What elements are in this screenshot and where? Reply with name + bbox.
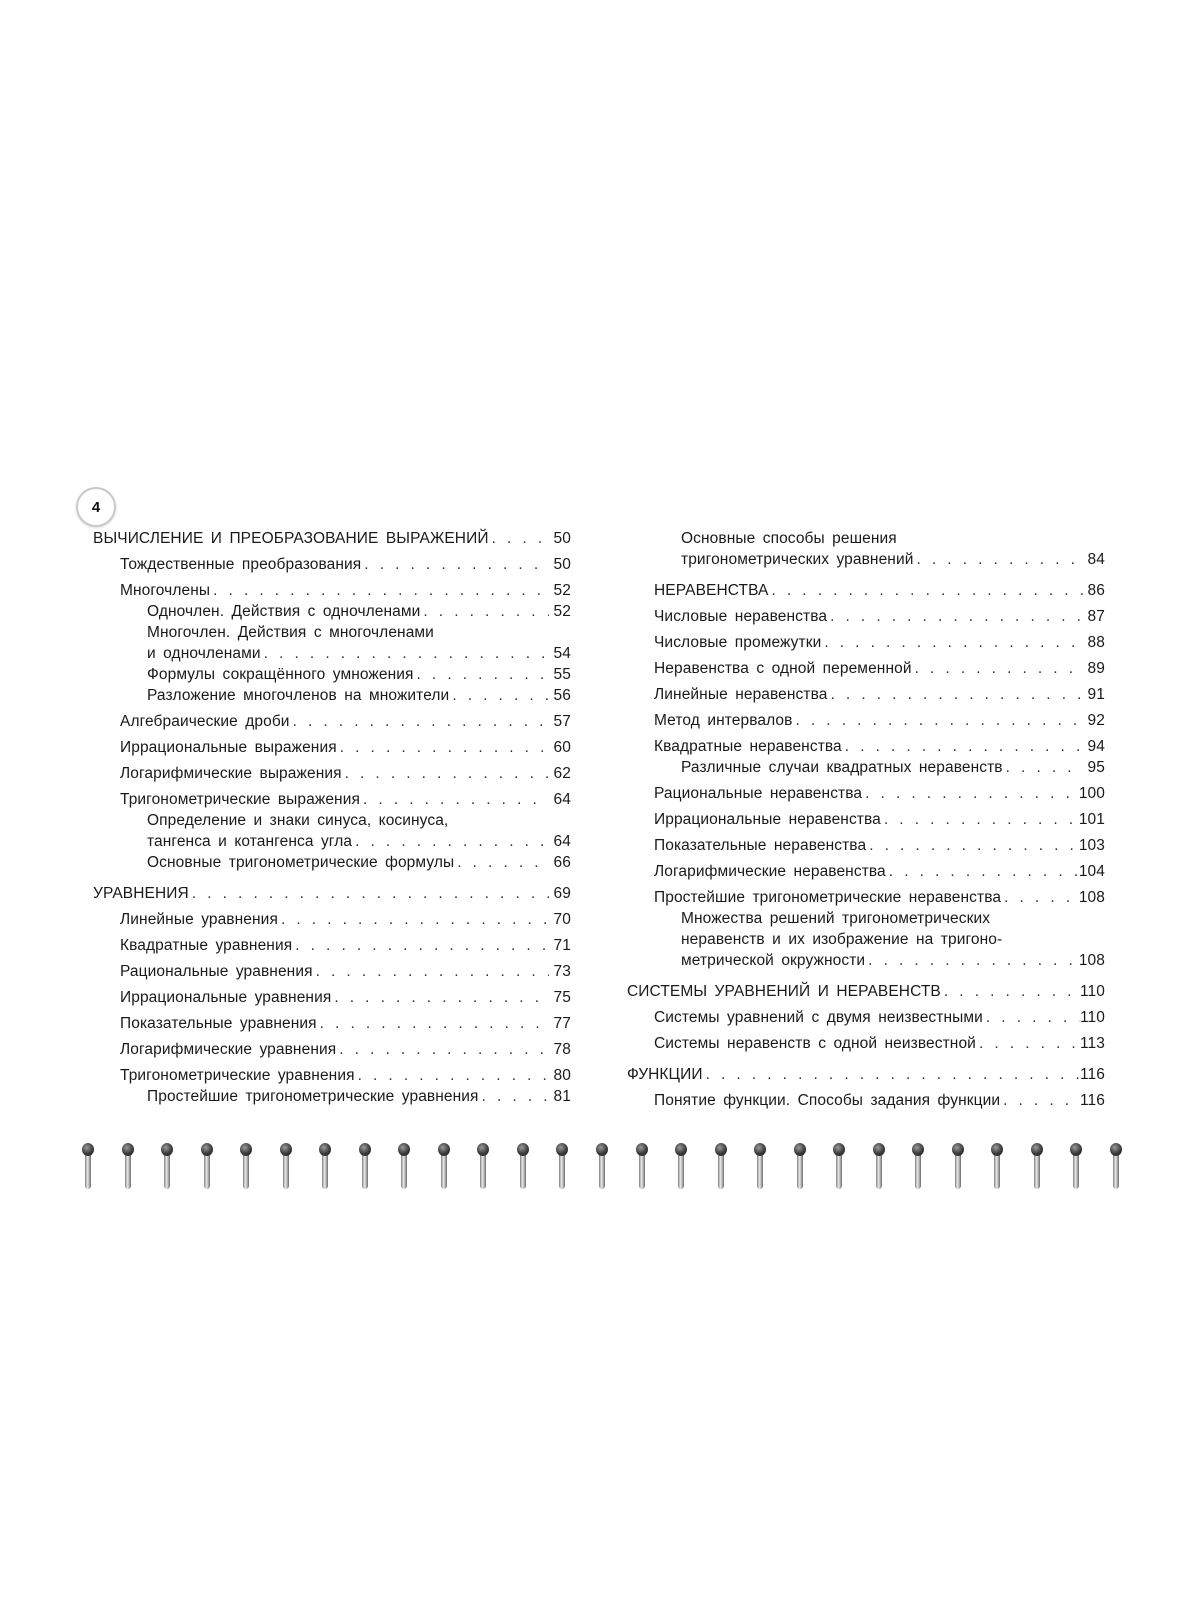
toc-entry[interactable] — [627, 1064, 1105, 1085]
toc-entry[interactable] — [93, 831, 571, 852]
dot-leader — [278, 909, 549, 930]
toc-entry[interactable] — [93, 789, 571, 810]
toc-entry-title: Иррациональные выражения — [120, 739, 337, 756]
toc-entry-title: тангенса и котангенса угла — [147, 833, 353, 850]
toc-entry-title: Формулы сокращённого умножения — [147, 666, 414, 683]
spiral-coil — [398, 1143, 410, 1189]
toc-entry[interactable] — [93, 909, 571, 930]
spiral-coil — [991, 1143, 1003, 1189]
dot-leader — [313, 961, 549, 982]
dot-leader — [913, 549, 1083, 570]
spiral-binding — [82, 1143, 1122, 1189]
spiral-coil — [715, 1143, 727, 1189]
toc-entry-title: УРАВНЕНИЯ — [93, 885, 189, 902]
toc-entry-title: тригонометрических уравнений — [681, 551, 914, 568]
toc-entry[interactable] — [93, 852, 571, 873]
toc-entry-title: Показательные уравнения — [120, 1015, 317, 1032]
dot-leader — [941, 981, 1080, 1002]
toc-entry-title: Системы неравенств с одной неизвестной — [654, 1035, 976, 1052]
toc-entry-title: Многочлены — [120, 582, 211, 599]
toc-entry-page: 103 — [1078, 837, 1105, 854]
spiral-coil — [1031, 1143, 1043, 1189]
spiral-coil — [82, 1143, 94, 1189]
toc-entry[interactable] — [93, 1039, 571, 1060]
dot-leader — [865, 950, 1079, 971]
toc-entry-title: Логарифмические уравнения — [120, 1041, 337, 1058]
toc-entry-page: 75 — [553, 989, 571, 1006]
toc-entry-title: Алгебраические дроби — [120, 713, 290, 730]
toc-entry-page: 50 — [553, 556, 571, 573]
dot-leader — [703, 1064, 1080, 1085]
toc-entry[interactable] — [93, 935, 571, 956]
spiral-coil — [794, 1143, 806, 1189]
toc-entry-page: 54 — [553, 645, 571, 662]
toc-entry-page: 70 — [553, 911, 571, 928]
dot-leader — [489, 528, 549, 549]
toc-entry-page: 101 — [1078, 811, 1105, 828]
toc-entry-page: 66 — [553, 854, 571, 871]
spiral-coil — [161, 1143, 173, 1189]
dot-leader — [189, 883, 549, 904]
toc-entry-title: Множества решений тригонометрических — [681, 910, 991, 927]
toc-entry[interactable] — [93, 810, 571, 831]
toc-entry-title: Метод интервалов — [654, 712, 793, 729]
toc-entry-page: 94 — [1087, 738, 1105, 755]
spiral-coil — [754, 1143, 766, 1189]
toc-entry[interactable] — [627, 950, 1105, 971]
toc-entry[interactable] — [93, 1013, 571, 1034]
toc-entry[interactable] — [93, 1086, 571, 1107]
toc-entry-title: Квадратные уравнения — [120, 937, 293, 954]
toc-entry[interactable] — [93, 601, 571, 622]
toc-entry-title: Основные тригонометрические формулы — [147, 854, 455, 871]
spiral-coil — [477, 1143, 489, 1189]
toc-entry[interactable] — [627, 809, 1105, 830]
toc-entry-title: Иррациональные неравенства — [654, 811, 881, 828]
toc-entry-page: 64 — [553, 791, 571, 808]
toc-entry-page: 92 — [1087, 712, 1105, 729]
dot-leader — [842, 736, 1083, 757]
toc-entry[interactable] — [93, 528, 571, 549]
spiral-coil — [319, 1143, 331, 1189]
toc-entry-title: СИСТЕМЫ УРАВНЕНИЙ И НЕРАВЕНСТВ — [627, 983, 941, 1000]
dot-leader — [1003, 757, 1083, 778]
dot-leader — [331, 987, 549, 1008]
toc-entry-title: Линейные уравнения — [120, 911, 278, 928]
toc-entry[interactable] — [627, 632, 1105, 653]
dot-leader — [337, 737, 549, 758]
toc-entry-page: 78 — [553, 1041, 571, 1058]
toc-entry[interactable] — [627, 528, 1105, 549]
toc-entry-title: Одночлен. Действия с одночленами — [147, 603, 421, 620]
toc-entry-page: 95 — [1087, 759, 1105, 776]
toc-entry-page: 60 — [553, 739, 571, 756]
dot-leader — [1001, 887, 1079, 908]
toc-entry[interactable] — [627, 981, 1105, 1002]
toc-entry-title: и одночленами — [147, 645, 261, 662]
toc-entry-page: 52 — [553, 603, 571, 620]
spiral-coil — [280, 1143, 292, 1189]
toc-entry-title: Логарифмические выражения — [120, 765, 342, 782]
toc-entry[interactable] — [93, 554, 571, 575]
toc-entry-title: Рациональные уравнения — [120, 963, 313, 980]
dot-leader — [792, 710, 1083, 731]
toc-entry-title: Понятие функции. Способы задания функции — [654, 1092, 1001, 1109]
page-number-badge — [76, 487, 116, 527]
toc-entry-page: 64 — [553, 833, 571, 850]
dot-leader — [210, 580, 549, 601]
toc-entry-title: неравенств и их изображение на тригоно- — [681, 931, 1003, 948]
dot-leader — [352, 831, 549, 852]
spiral-coil — [556, 1143, 568, 1189]
toc-entry[interactable] — [627, 1090, 1105, 1111]
spiral-coil — [675, 1143, 687, 1189]
toc-entry-page: 110 — [1079, 983, 1105, 1000]
toc-entry-page: 87 — [1087, 608, 1105, 625]
dot-leader — [336, 1039, 549, 1060]
toc-entry-title: Различные случаи квадратных неравенств — [681, 759, 1003, 776]
toc-entry-title: Логарифмические неравенства — [654, 863, 886, 880]
toc-entry-title: НЕРАВЕНСТВА — [654, 582, 769, 599]
toc-entry-title: Иррациональные уравнения — [120, 989, 332, 1006]
spiral-coil — [952, 1143, 964, 1189]
spiral-coil — [1110, 1143, 1122, 1189]
spiral-coil — [1070, 1143, 1082, 1189]
dot-leader — [1000, 1090, 1080, 1111]
toc-entry[interactable] — [627, 580, 1105, 601]
toc-entry-page: 80 — [553, 1067, 571, 1084]
spiral-coil — [596, 1143, 608, 1189]
toc-entry[interactable] — [93, 664, 571, 685]
dot-leader — [912, 658, 1083, 679]
page-number: 4 — [91, 498, 101, 516]
toc-entry[interactable] — [627, 887, 1105, 908]
toc-entry-page: 116 — [1079, 1092, 1105, 1109]
toc-entry-page: 69 — [553, 885, 571, 902]
toc-entry[interactable] — [627, 549, 1105, 570]
dot-leader — [449, 685, 549, 706]
toc-entry[interactable] — [627, 658, 1105, 679]
toc-entry-page: 91 — [1087, 686, 1105, 703]
toc-entry-title: Тригонометрические выражения — [120, 791, 360, 808]
toc-entry-page: 56 — [553, 687, 571, 704]
toc-entry-page: 100 — [1078, 785, 1105, 802]
toc-entry[interactable] — [627, 710, 1105, 731]
dot-leader — [290, 711, 549, 732]
toc-entry-title: Системы уравнений с двумя неизвестными — [654, 1009, 983, 1026]
toc-entry-title: Рациональные неравенства — [654, 785, 863, 802]
toc-entry-page: 77 — [553, 1015, 571, 1032]
dot-leader — [768, 580, 1083, 601]
dot-leader — [866, 835, 1079, 856]
dot-leader — [342, 763, 549, 784]
dot-leader — [828, 684, 1084, 705]
dot-leader — [292, 935, 549, 956]
toc-entry-page: 86 — [1087, 582, 1105, 599]
spiral-coil — [122, 1143, 134, 1189]
toc-entry-title: Показательные неравенства — [654, 837, 867, 854]
toc-entry-title: Определение и знаки синуса, косинуса, — [147, 812, 449, 829]
spiral-coil — [240, 1143, 252, 1189]
toc-entry-page: 84 — [1087, 551, 1105, 568]
toc-entry-title: Квадратные неравенства — [654, 738, 842, 755]
toc-entry-title: Многочлен. Действия с многочленами — [147, 624, 434, 641]
dot-leader — [821, 632, 1083, 653]
spiral-coil — [359, 1143, 371, 1189]
toc-entry-title: Основные способы решения — [681, 530, 897, 547]
toc-entry[interactable] — [627, 684, 1105, 705]
toc-entry-page: 104 — [1078, 863, 1105, 880]
spiral-coil — [438, 1143, 450, 1189]
dot-leader — [261, 643, 549, 664]
toc-entry-title: Числовые промежутки — [654, 634, 822, 651]
toc-entry-title: Линейные неравенства — [654, 686, 828, 703]
toc-entry-page: 89 — [1087, 660, 1105, 677]
toc-entry-page: 108 — [1078, 889, 1105, 906]
dot-leader — [862, 783, 1079, 804]
toc-entry-title: Неравенства с одной переменной — [654, 660, 912, 677]
toc-entry[interactable] — [93, 622, 571, 643]
toc-entry[interactable] — [627, 1007, 1105, 1028]
toc-entry-title: Разложение многочленов на множители — [147, 687, 450, 704]
toc-entry-page: 57 — [553, 713, 571, 730]
toc-entry[interactable] — [93, 1065, 571, 1086]
toc-entry[interactable] — [627, 783, 1105, 804]
toc-entry[interactable] — [93, 987, 571, 1008]
dot-leader — [479, 1086, 549, 1107]
dot-leader — [360, 789, 549, 810]
dot-leader — [881, 809, 1079, 830]
dot-leader — [886, 861, 1079, 882]
toc-entry[interactable] — [627, 1033, 1105, 1054]
dot-leader — [414, 664, 549, 685]
spiral-coil — [636, 1143, 648, 1189]
toc-entry[interactable] — [93, 883, 571, 904]
toc-entry-page: 116 — [1079, 1066, 1105, 1083]
toc-entry-title: Тождественные преобразования — [120, 556, 362, 573]
toc-column-left — [93, 528, 571, 1107]
spiral-coil — [201, 1143, 213, 1189]
toc-entry-page: 81 — [553, 1088, 571, 1105]
toc-entry[interactable] — [627, 835, 1105, 856]
toc-entry-page: 88 — [1087, 634, 1105, 651]
toc-entry-page: 113 — [1079, 1035, 1105, 1052]
toc-entry-title: Простейшие тригонометрические уравнения — [147, 1088, 479, 1105]
toc-entry-page: 71 — [553, 937, 571, 954]
toc-entry[interactable] — [93, 961, 571, 982]
toc-entry[interactable] — [93, 580, 571, 601]
toc-entry-page: 55 — [553, 666, 571, 683]
dot-leader — [454, 852, 549, 873]
toc-entry[interactable] — [627, 606, 1105, 627]
toc-entry-page: 73 — [553, 963, 571, 980]
toc-entry[interactable] — [93, 737, 571, 758]
toc-entry[interactable] — [627, 861, 1105, 882]
dot-leader — [827, 606, 1083, 627]
toc-entry-page: 110 — [1079, 1009, 1105, 1026]
toc-entry-page: 62 — [553, 765, 571, 782]
dot-leader — [976, 1033, 1080, 1054]
spiral-coil — [912, 1143, 924, 1189]
toc-entry-title: Простейшие тригонометрические неравенства — [654, 889, 1002, 906]
spiral-coil — [833, 1143, 845, 1189]
toc-entry-title: метрической окружности — [681, 952, 866, 969]
dot-leader — [420, 601, 549, 622]
spiral-coil — [517, 1143, 529, 1189]
dot-leader — [361, 554, 549, 575]
toc-entry-title: Числовые неравенства — [654, 608, 828, 625]
toc-entry-title: ВЫЧИСЛЕНИЕ И ПРЕОБРАЗОВАНИЕ ВЫРАЖЕНИЙ — [93, 530, 489, 547]
toc-entry[interactable] — [627, 736, 1105, 757]
dot-leader — [983, 1007, 1080, 1028]
toc-entry[interactable] — [93, 685, 571, 706]
spiral-coil — [873, 1143, 885, 1189]
toc-column-right — [627, 528, 1105, 1111]
toc-entry[interactable] — [627, 929, 1105, 950]
toc-entry-title: ФУНКЦИИ — [627, 1066, 703, 1083]
toc-entry-page: 52 — [553, 582, 571, 599]
toc-entry[interactable] — [93, 763, 571, 784]
toc-entry[interactable] — [627, 908, 1105, 929]
toc-entry-page: 50 — [553, 530, 571, 547]
toc-entry[interactable] — [93, 643, 571, 664]
toc-entry[interactable] — [93, 711, 571, 732]
toc-entry-title: Тригонометрические уравнения — [120, 1067, 355, 1084]
dot-leader — [317, 1013, 549, 1034]
toc-entry-page: 108 — [1078, 952, 1105, 969]
toc-entry[interactable] — [627, 757, 1105, 778]
dot-leader — [355, 1065, 549, 1086]
